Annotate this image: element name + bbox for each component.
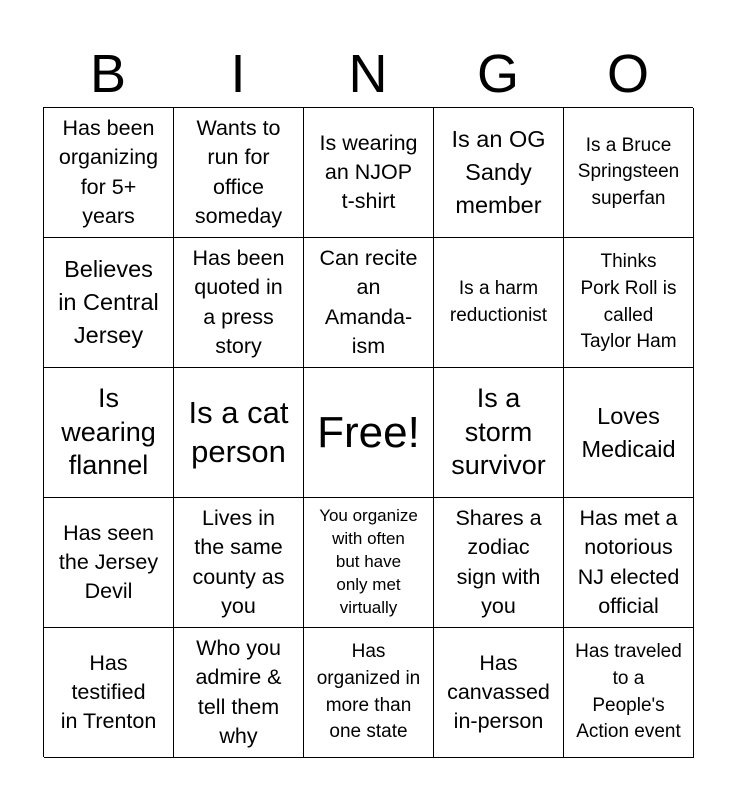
bingo-cell[interactable]: Has testified in Trenton bbox=[44, 628, 174, 758]
bingo-cell[interactable]: Has met a notorious NJ elected official bbox=[564, 498, 694, 628]
bingo-cell[interactable]: Has traveled to a People's Action event bbox=[564, 628, 694, 758]
bingo-cell[interactable]: Wants to run for office someday bbox=[174, 108, 304, 238]
bingo-cell[interactable]: Shares a zodiac sign with you bbox=[434, 498, 564, 628]
bingo-cell[interactable]: Is a Bruce Springsteen superfan bbox=[564, 108, 694, 238]
header-letter-b: B bbox=[89, 44, 127, 104]
bingo-cell[interactable]: You organize with often but have only met virtually bbox=[304, 498, 434, 628]
bingo-cell[interactable]: Has been organizing for 5+ years bbox=[44, 108, 174, 238]
header-letter-g: G bbox=[476, 44, 519, 104]
bingo-header bbox=[43, 42, 693, 106]
bingo-grid bbox=[43, 107, 693, 757]
bingo-cell[interactable]: Has organized in more than one state bbox=[304, 628, 434, 758]
bingo-cell[interactable]: Lives in the same county as you bbox=[174, 498, 304, 628]
bingo-cell[interactable]: Has been quoted in a press story bbox=[174, 238, 304, 368]
bingo-cell[interactable]: Is a cat person bbox=[174, 368, 304, 498]
bingo-cell[interactable]: Loves Medicaid bbox=[564, 368, 694, 498]
bingo-cell[interactable]: Has seen the Jersey Devil bbox=[44, 498, 174, 628]
bingo-cell[interactable]: Believes in Central Jersey bbox=[44, 238, 174, 368]
header-letter-i: I bbox=[230, 44, 246, 104]
header-letter-n: N bbox=[348, 44, 388, 104]
bingo-cell[interactable]: Is an OG Sandy member bbox=[434, 108, 564, 238]
bingo-cell[interactable]: Is a storm survivor bbox=[434, 368, 564, 498]
bingo-cell[interactable]: Is wearing flannel bbox=[44, 368, 174, 498]
bingo-cell[interactable]: Is a harm reductionist bbox=[434, 238, 564, 368]
free-space-cell[interactable]: Free! bbox=[304, 368, 434, 498]
bingo-cell[interactable]: Who you admire & tell them why bbox=[174, 628, 304, 758]
bingo-cell[interactable]: Is wearing an NJOP t-shirt bbox=[304, 108, 434, 238]
bingo-cell[interactable]: Can recite an Amanda- ism bbox=[304, 238, 434, 368]
header-letter-o: O bbox=[606, 44, 649, 104]
bingo-cell[interactable]: Has canvassed in-person bbox=[434, 628, 564, 758]
bingo-cell[interactable]: Thinks Pork Roll is called Taylor Ham bbox=[564, 238, 694, 368]
